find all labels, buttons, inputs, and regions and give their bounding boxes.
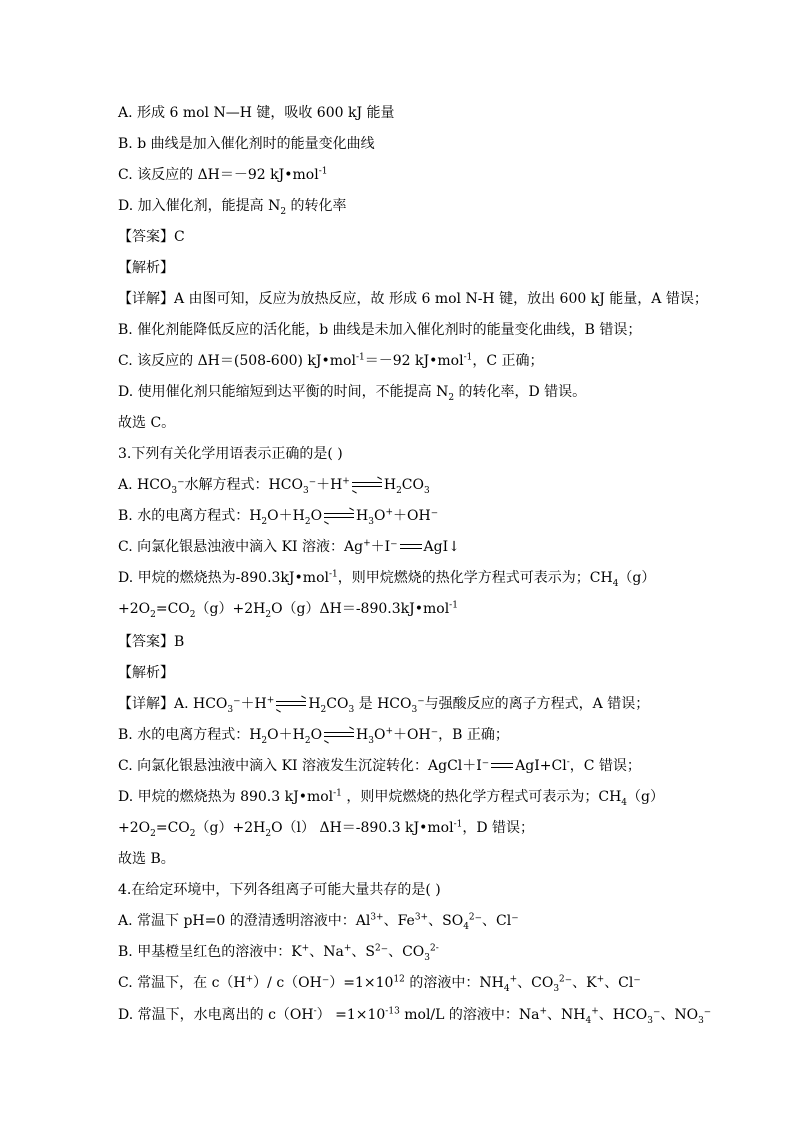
q2-conclusion: 故选 C。: [118, 415, 176, 431]
q4-option-b: B. 甲基橙呈红色的溶液中：K+、Na+、$S^2^-$、$CO_3^{2-}$: [118, 943, 439, 963]
equals-sign-icon: [400, 543, 422, 551]
equilibrium-arrow-icon: [324, 730, 354, 740]
q2-detail-line-1: 【详解】A 由图可知，反应为放热反应，故 形成 6 mol N-H 键，放出 600 kJ 能量，A 错误；: [118, 291, 708, 307]
q3-option-d-continued: $+2O_2=CO_2(g)+2H_2O(g)\Delta H=-890.3kJ•mol^{-1}$: [118, 600, 458, 620]
q4-stem: 4.在给定环境中，下列各组离子可能大量共存的是( ): [118, 882, 441, 898]
q3-conclusion: 故选 B。: [118, 851, 175, 867]
q3-option-a: A. $HCO_3^-$水解方程式：$HCO_3^-+H^+$ $H_2CO_3$: [118, 476, 430, 496]
q2-detail-line-3: C. 该反应的 ΔH＝(508-600) kJ•mol$^{-1}$＝－92 kJ•mol$^{-1}$，C 正确；: [118, 352, 544, 369]
q3-stem: 3.下列有关化学用语表示正确的是( ): [118, 446, 343, 462]
q2-option-b-text: B. b 曲线是加入催化剂时的能量变化曲线: [118, 136, 375, 152]
q2-analysis-title: 【解析】: [118, 260, 174, 276]
q3-detail-line-3: C. 向氯化银悬浊液中滴入 KI 溶液发生沉淀转化：AgCl＋I⁻ AgI+Cl-，C 错误；: [118, 757, 641, 774]
q2-detail-line-2: B. 催化剂能降低反应的活化能，b 曲线是未加入催化剂时的能量变化曲线，B 错误；: [118, 322, 642, 338]
q2-option-d: D. 加入催化剂，能提高 $N_2$ 的转化率: [118, 198, 347, 217]
q3-detail-line-4: D. 甲烷的燃烧热为 890.3 kJ•mol$^{-1}$ ，则甲烷燃烧的热化学方程式可表示为；$CH_4(g)$: [118, 788, 664, 808]
equilibrium-arrow-icon: [352, 480, 382, 490]
q3-option-c: C. 向氯化银悬浊液中滴入 KI 溶液：Ag+＋I⁻ AgI↓: [118, 538, 460, 555]
equilibrium-arrow-icon: [276, 699, 306, 709]
q3-detail-line-5: $+2O_2=CO_2(g)+2H_2O(l)$ ΔH＝-890.3 kJ•mol$^{-1}$，D 错误；: [118, 819, 535, 839]
q4-option-c: C. 常温下，在 c（H+）/ $c(OH^-)=1\times 10^{12}$ 的溶液中：$NH_4^+$、$CO_3^2^-$、K+、Cl⁻: [118, 974, 641, 994]
q2-option-a: [118, 104, 395, 122]
q2-answer: 【答案】C: [118, 229, 185, 245]
q4-option-d: D. 常温下，水电离出的 $c(OH^-) =1\times 10^{-13}$ mol/L 的溶液中：Na+、$NH_4^+$、$HCO_3^-$、$NO_3^-$: [118, 1006, 712, 1026]
equilibrium-arrow-icon: [324, 511, 354, 521]
q2-detail-line-4: D. 使用催化剂只能缩短到达平衡的时间，不能提高 $N_2$ 的转化率，D 错误。: [118, 384, 587, 403]
q2-option-b: [118, 135, 375, 153]
q3-option-d: D. 甲烷的燃烧热为-890.3kJ•mol$^{-1}$，则甲烷燃烧的热化学方程式可表示为；$CH_4(g)$: [118, 569, 656, 589]
equals-sign-icon: [491, 762, 513, 770]
q3-option-b: B. 水的电离方程式：$H_2O+H_2O$ $H_3O^++OH^-$: [118, 507, 439, 527]
q3-detail-line-1: 【详解】A. $HCO_3^-+H^+$ $H_2CO_3$ 是 $HCO_3^-$与强酸反应的离子方程式，A 错误；: [118, 695, 650, 715]
q2-option-a-text: A. 形成 6 mol N—H 键，吸收 600 kJ 能量: [118, 105, 395, 121]
q3-analysis-title: 【解析】: [118, 665, 174, 681]
q4-option-a: A. 常温下 pH=0 的澄清透明溶液中：$Al^{3+}$、$Fe^{3+}$、$SO_4^2^-$、Cl⁻: [118, 912, 519, 932]
q3-detail-line-2: B. 水的电离方程式：$H_2O+H_2O$ $H_3O^++OH^-$，B 正确；: [118, 726, 509, 746]
q3-answer: 【答案】B: [118, 634, 185, 650]
q2-option-c: C. 该反应的 ΔH＝－92 kJ•mol$^{-1}$: [118, 166, 328, 183]
